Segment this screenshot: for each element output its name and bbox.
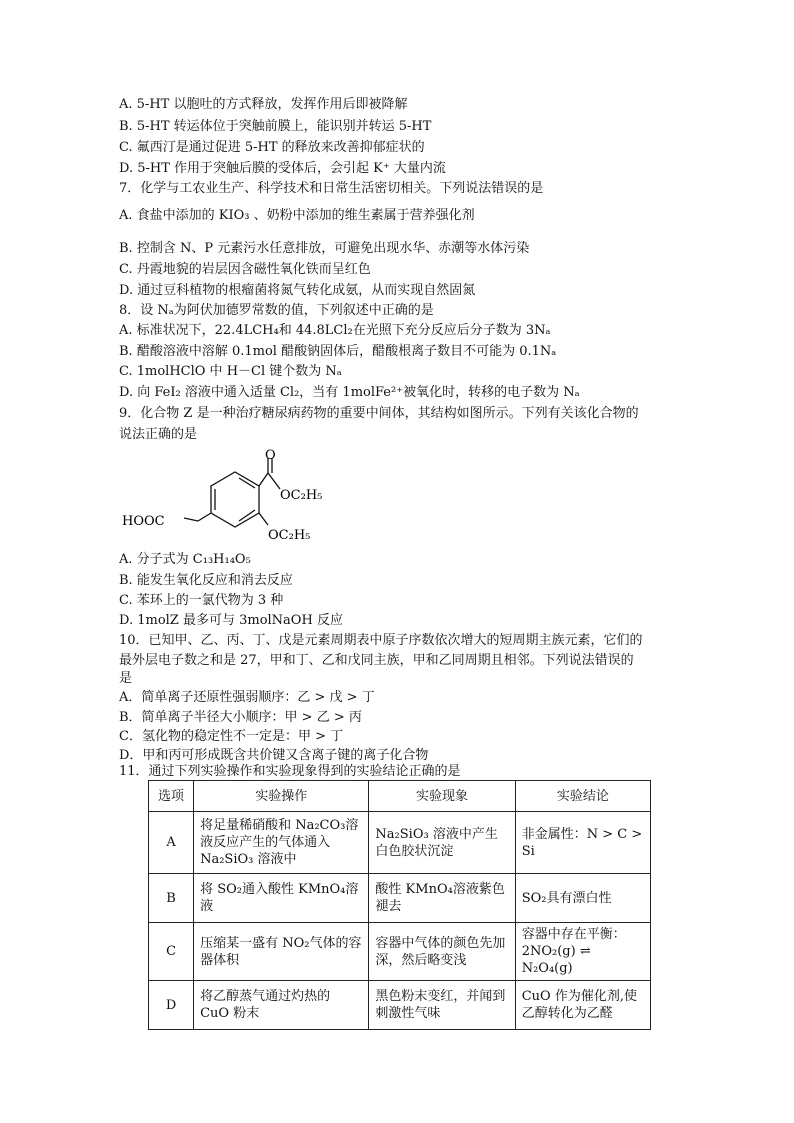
table-header-row (149, 781, 651, 812)
q11-stem: 11．通过下列实验操作和实验现象得到的实验结论正确的是 (119, 764, 461, 779)
row-conclusion: SO₂具有漂白性 (515, 874, 650, 923)
q9-option-b: B. 能发生氧化反应和消去反应 (119, 573, 293, 588)
row-phenomenon: Na₂SiO₃ 溶液中产生白色胶状沉淀 (369, 812, 515, 874)
compound-z-structure (118, 447, 348, 552)
row-phenomenon: 黑色粉末变红，并闻到刺激性气味 (369, 981, 515, 1030)
table-row (149, 874, 651, 923)
row-option: B (149, 874, 194, 923)
q8-option-a: A. 标准状况下，22.4LCH₄和 44.8LCl₂在光照下充分反应后分子数为 3Nₐ (119, 323, 551, 338)
carboxyl-group-label: HOOC (122, 514, 165, 529)
header-option: 选项 (149, 781, 194, 812)
q10-option-b: B．简单离子半径大小顺序：甲 > 乙 > 丙 (119, 710, 362, 725)
q9-stem-line1: 9．化合物 Z 是一种治疗糖尿病药物的重要中间体，其结构如图所示。下列有关该化合物的 (119, 406, 639, 421)
table-row (149, 923, 651, 981)
q10-stem-line3: 是 (119, 671, 133, 686)
row-operation: 将 SO₂通入酸性 KMnO₄溶液 (194, 874, 369, 923)
q9-option-c: C. 苯环上的一氯代物为 3 种 (119, 593, 284, 608)
q6-option-b: B. 5-HT 转运体位于突触前膜上，能识别并转运 5-HT (119, 119, 432, 134)
q6-option-a: A. 5-HT 以胞吐的方式释放，发挥作用后即被降解 (119, 97, 408, 112)
row-option: D (149, 981, 194, 1030)
q8-option-b: B. 醋酸溶液中溶解 0.1mol 醋酸钠固体后，醋酸根离子数目不可能为 0.1Nₐ (119, 344, 557, 359)
q10-option-a: A．简单离子还原性强弱顺序：乙 > 戊 > 丁 (119, 690, 375, 705)
header-phenomenon: 实验现象 (369, 781, 515, 812)
row-conclusion: CuO 作为催化剂,使乙醇转化为乙醛 (515, 981, 650, 1030)
benzene-ring (211, 472, 259, 527)
row-phenomenon: 容器中气体的颜色先加深，然后略变浅 (369, 923, 515, 981)
q7-option-c: C. 丹霞地貌的岩层因含磁性氧化铁而呈红色 (119, 262, 371, 277)
row-conclusion: 容器中存在平衡：2NO₂(g) ⇌ N₂O₄(g) (515, 923, 650, 981)
q8-option-d: D. 向 FeI₂ 溶液中通入适量 Cl₂，当有 1molFe²⁺被氧化时，转移的电子数为 Nₐ (119, 385, 580, 400)
row-conclusion: 非金属性：N > C > Si (515, 812, 650, 874)
row-option: A (149, 812, 194, 874)
q9-stem-line2: 说法正确的是 (119, 427, 198, 442)
q8-stem: 8．设 Nₐ为阿伏加德罗常数的值，下列叙述中正确的是 (119, 303, 434, 318)
table-row (149, 981, 651, 1030)
ester-group-label: OC₂H₅ (280, 488, 323, 503)
row-operation: 将足量稀硝酸和 Na₂CO₃溶液反应产生的气体通入 Na₂SiO₃ 溶液中 (194, 812, 369, 874)
q8-option-c: C. 1molHClO 中 H－Cl 键个数为 Nₐ (119, 364, 342, 379)
carbonyl-o-label: O (265, 448, 276, 463)
q6-option-c: C. 氟西汀是通过促进 5-HT 的释放来改善抑郁症状的 (119, 140, 425, 155)
ether-group-label: OC₂H₅ (268, 528, 311, 543)
q9-option-d: D. 1molZ 最多可与 3molNaOH 反应 (119, 613, 343, 628)
header-operation: 实验操作 (194, 781, 369, 812)
q10-option-d: D．甲和丙可形成既含共价键又含离子键的离子化合物 (119, 748, 429, 763)
q7-option-d: D. 通过豆科植物的根瘤菌将氮气转化成氨，从而实现自然固氮 (119, 283, 476, 298)
experiment-table (148, 780, 651, 1030)
q10-stem-line2: 最外层电子数之和是 27，甲和丁、乙和戊同主族，甲和乙同周期且相邻。下列说法错误的 (119, 653, 634, 668)
q7-option-b: B. 控制含 N、P 元素污水任意排放，可避免出现水华、赤潮等水体污染 (119, 241, 530, 256)
header-conclusion: 实验结论 (515, 781, 650, 812)
q6-option-d: D. 5-HT 作用于突触后膜的受体后，会引起 K⁺ 大量内流 (119, 161, 446, 176)
q10-stem-line1: 10．已知甲、乙、丙、丁、戊是元素周期表中原子序数依次增大的短周期主族元素，它们的 (119, 633, 643, 648)
q10-option-c: C．氢化物的稳定性不一定是：甲 > 丁 (119, 729, 344, 744)
q7-option-a: A. 食盐中添加的 KIO₃ 、奶粉中添加的维生素属于营养强化剂 (119, 208, 475, 223)
row-option: C (149, 923, 194, 981)
row-operation: 压缩某一盛有 NO₂气体的容器体积 (194, 923, 369, 981)
q7-stem: 7．化学与工农业生产、科学技术和日常生活密切相关。下列说法错误的是 (119, 181, 544, 196)
table-row (149, 812, 651, 874)
q9-option-a: A. 分子式为 C₁₃H₁₄O₅ (119, 552, 251, 567)
row-phenomenon: 酸性 KMnO₄溶液紫色褪去 (369, 874, 515, 923)
row-operation: 将乙醇蒸气通过灼热的 CuO 粉末 (194, 981, 369, 1030)
